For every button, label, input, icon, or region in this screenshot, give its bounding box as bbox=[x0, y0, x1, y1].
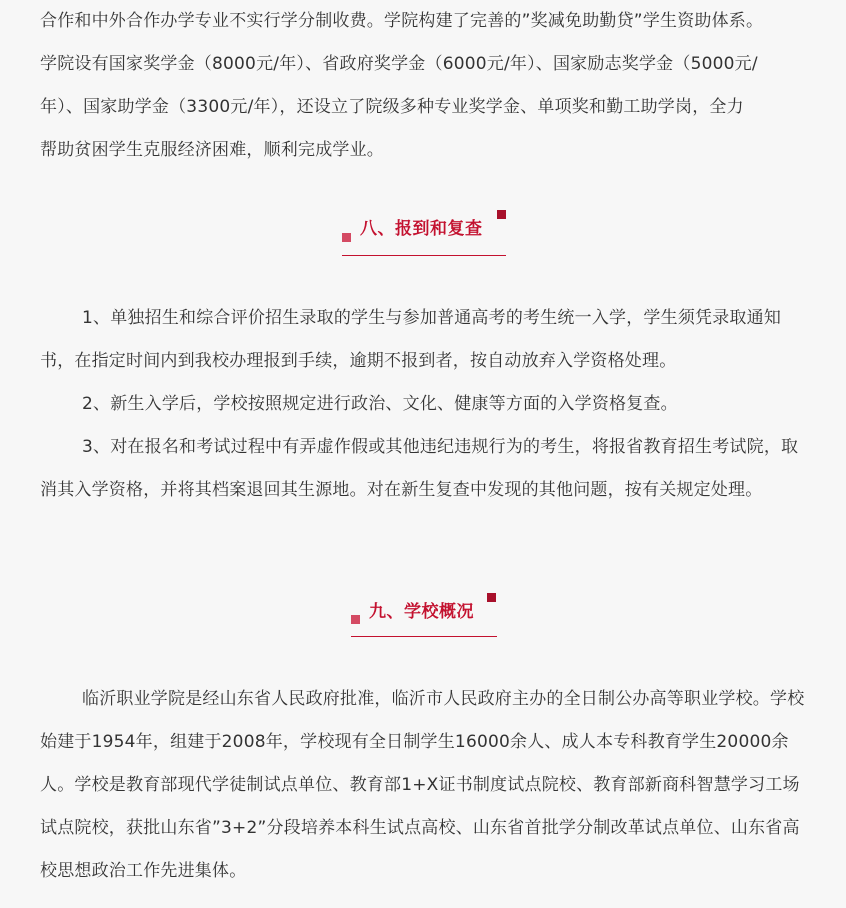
heading-bullet-icon bbox=[342, 233, 351, 242]
section-heading-8 bbox=[338, 208, 518, 268]
heading-underline bbox=[351, 636, 497, 637]
section9-paragraph bbox=[40, 678, 810, 893]
paragraph-line: 智慧学习工场试点院校，获批山东省”3+2”分段培养本科生试点高校、山东省首批学分制改革试 bbox=[40, 775, 800, 838]
section-title: 八、报到和复查 bbox=[360, 219, 483, 239]
section-heading-9 bbox=[347, 591, 507, 651]
intro-line: 年）、国家助学金（3300元/年），还设立了院级多种专业奖学金、单项奖和勤工助学岗，全力 bbox=[40, 97, 744, 117]
heading-corner-square-icon bbox=[497, 210, 506, 219]
paragraph-line: 知书，在指定时间内到我校办理报到手续，逾期不报到者，按自动放弃入学资格处理。 bbox=[40, 308, 782, 371]
paragraph-line: 学校始建于1954年，组建于2008年，学校现有全日制学生16000余人、成人本专科教育学生 bbox=[40, 689, 805, 752]
intro-paragraph bbox=[40, 0, 810, 172]
paragraph-line: 点单位、山东省高校思想政治工作先进集体。 bbox=[40, 818, 800, 881]
paragraph-line: 3、对在报名和考试过程中有弄虚作假或其他违纪违规行为的考生，将报省教育招生考试 bbox=[82, 437, 747, 457]
section8-paragraph-2 bbox=[40, 383, 810, 426]
paragraph-line: 1、单独招生和综合评价招生录取的学生与参加普通高考的考生统一入学，学生须凭录取通 bbox=[82, 308, 764, 328]
paragraph-line: 2、新生入学后，学校按照规定进行政治、文化、健康等方面的入学资格复查。 bbox=[82, 394, 678, 414]
intro-line: 学院设有国家奖学金（8000元/年）、省政府奖学金（6000元/年）、国家励志奖学金（5000元/ bbox=[40, 54, 758, 74]
heading-corner-square-icon bbox=[487, 593, 496, 602]
paragraph-line: 院，取消其入学资格，并将其档案退回其生源地。对在新生复查中发现的其他问题，按有关规定 bbox=[40, 437, 799, 500]
intro-line: 帮助贫困学生克服经济困难，顺利完成学业。 bbox=[40, 140, 384, 160]
section-title: 九、学校概况 bbox=[369, 602, 474, 622]
paragraph-line: 处理。 bbox=[710, 480, 763, 500]
intro-line: 合作和中外合作办学专业不实行学分制收费。学院构建了完善的”奖减免助勤贷”学生资助体系。 bbox=[40, 11, 764, 31]
heading-underline bbox=[342, 255, 506, 256]
heading-bullet-icon bbox=[351, 615, 360, 624]
section8-paragraph-3 bbox=[40, 426, 810, 512]
paragraph-line: 20000余人。学校是教育部现代学徒制试点单位、教育部1+X证书制度试点院校、教育部新商科 bbox=[40, 732, 789, 795]
section8-paragraph-1 bbox=[40, 297, 810, 383]
paragraph-line: 临沂职业学院是经山东省人民政府批准，临沂市人民政府主办的全日制公办高等职业学校。 bbox=[82, 689, 770, 709]
